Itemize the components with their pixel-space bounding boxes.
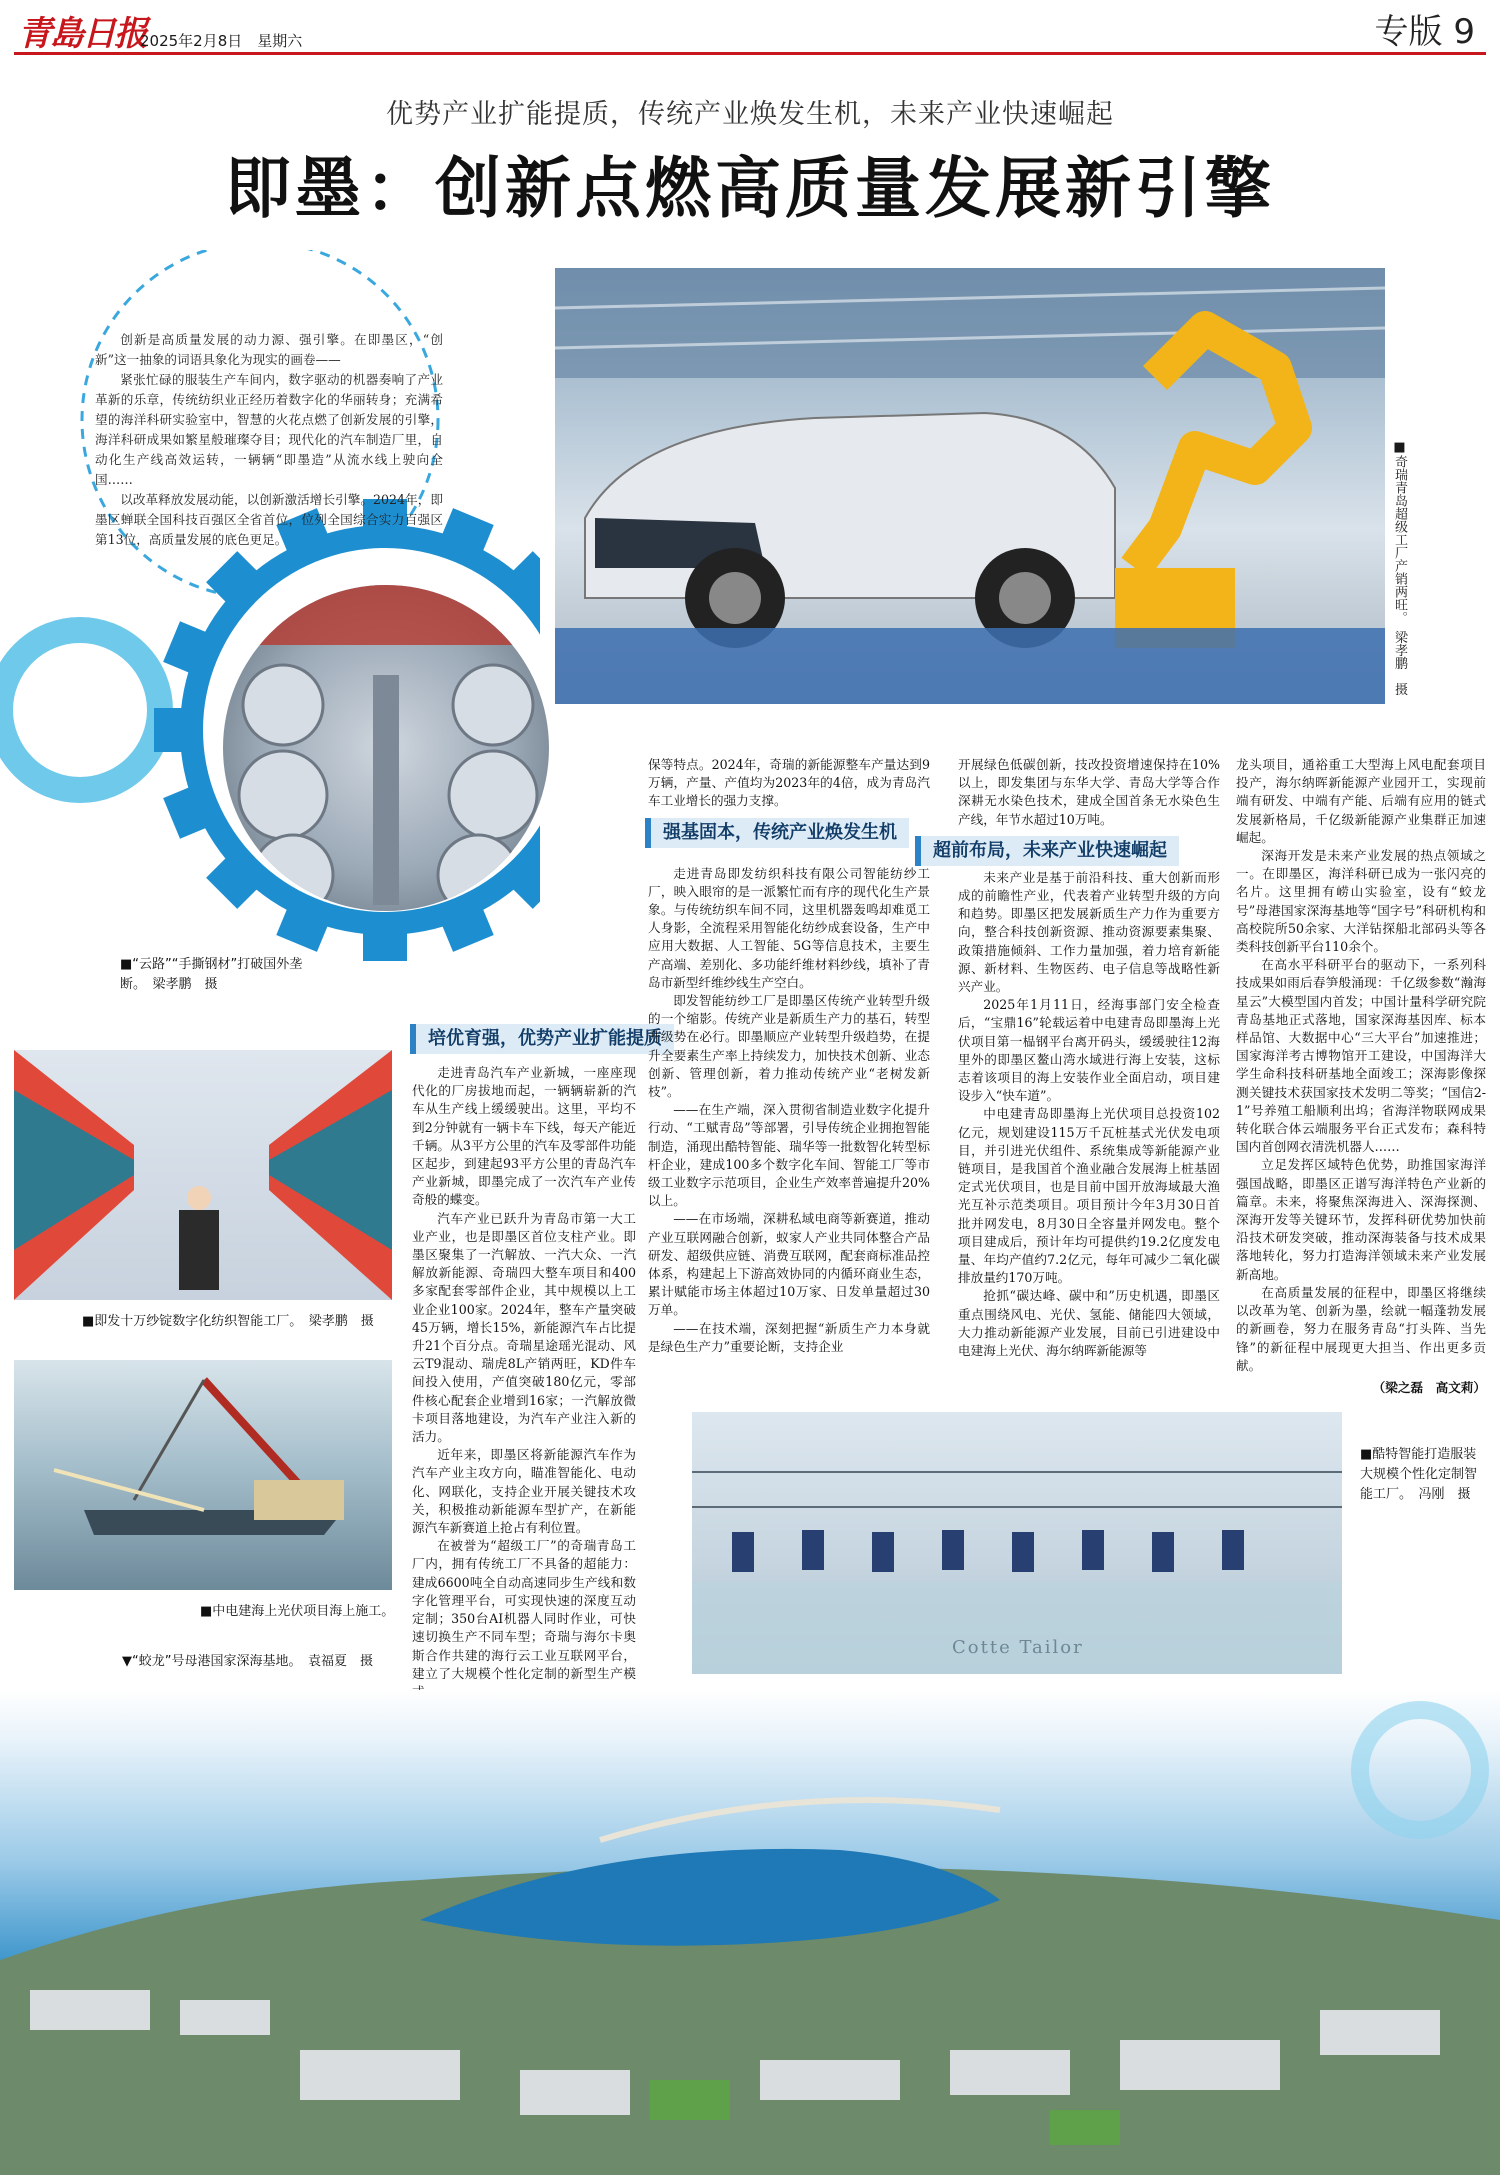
offshore-solar-photo <box>14 1360 392 1590</box>
steel-rolls-photo <box>223 585 549 911</box>
paragraph: ——在技术端，深刻把握“新质生产力本身就是绿色生产力”重要论断，支持企业 <box>648 1320 930 1354</box>
paragraph-continued: 开展绿色低碳创新，技改投资增速保持在10%以上，即发集团与东华大学、青岛大学等合作深耕无水染色技术，建成全国首条无水染色生产线，年节水超过10万吨。 <box>958 757 1220 827</box>
paragraph: 在高质量发展的征程中，即墨区将继续以改革为笔、创新为墨，绘就一幅蓬勃发展的新画卷，努力在服务青岛“打头阵、当先锋”的新征程中展现更大担当、作出更多贡献。 <box>1236 1284 1486 1373</box>
paragraph: 立足发挥区域特色优势，助推国家海洋强国战略，即墨区正谱写海洋特色产业新的篇章。未来，将聚焦深海进入、深海探测、深海开发等关键环节，发挥科研优势加快前沿技术研发突破，推动深海装备与技术成果落地转化，努力打造海洋领域未来产业发展新高地。 <box>1236 1157 1486 1282</box>
paragraph: 深海开发是未来产业发展的热点领域之一。在即墨区，海洋科研已成为一张闪亮的名片。这里拥有崂山实验室，设有“蛟龙号”母港国家深海基地等“国字号”科研机构和高校院所50余家、大洋钻探船北部码头等各类科技创新平台110余个。 <box>1236 848 1486 955</box>
car-factory-photo <box>555 268 1385 704</box>
paragraph: 在高水平科研平台的驱动下，一系列科技成果如雨后春笋般涌现：千亿级参数“瀚海星云”大模型国内首发；中国计量科学研究院青岛基地正式落地，国家深海基因库、标本样品馆、大数据中心“三大平台”加速推进；国家海洋考古博物馆开工建设，中国海洋大学生命科技科研基地全面竣工；深海影像探测关键技术获国家技术发明二等奖；“国信2-1”号养殖工船顺利出坞；省海洋物联网成果转化联合体云端服务平台正式发布；森科特国内首创网衣清洗机器人…… <box>1236 957 1486 1155</box>
section-heading-3: 超前布局，未来产业快速崛起 <box>915 836 1179 866</box>
section-heading-1: 培优育强，优势产业扩能提质 <box>410 1024 674 1054</box>
car-photo-caption: ■奇瑞青岛超级工厂产销两旺。 梁孝鹏 摄 <box>1392 440 1407 696</box>
intro-paragraph: 以改革释放发展动能，以创新激活增长引擎。2024年，即墨区蝉联全国科技百强区全省首位，位列全国综合实力百强区第13位，高质量发展的底色更足。 <box>95 492 443 547</box>
gear-tooth <box>363 921 407 961</box>
garment-photo-caption: ■酷特智能打造服装大规模个性化定制智能工厂。 冯刚 摄 <box>1360 1447 1478 1502</box>
page-title: 即墨：创新点燃高质量发展新引擎 <box>225 150 1275 227</box>
spindle-photo-caption: ■即发十万纱锭数字化纺织智能工厂。 梁孝鹏 摄 <box>82 1314 374 1329</box>
solar-photo-caption: ■中电建海上光伏项目海上施工。 <box>200 1604 395 1619</box>
paragraph: 走进青岛汽车产业新城，一座座现代化的厂房拔地而起，一辆辆崭新的汽车从生产线上缓缓驶出。这里，平均不到2分钟就有一辆卡车下线，每天产能近千辆。从3平方公里的汽车及零部件功能区起步，到建起93平方公里的青岛汽车产业新城，即墨完成了一次汽车产业传奇般的蝶变。 <box>412 1065 636 1208</box>
paragraph: 近年来，即墨区将新能源汽车作为汽车产业主攻方向，瞄准智能化、电动化、网联化，支持企业开展关键技术攻关，积极推动新能源车型扩产，在新能源汽车新赛道上抢占有利位置。 <box>412 1447 636 1536</box>
byline: （梁之磊 高文莉） <box>1372 1379 1486 1395</box>
masthead <box>0 0 1500 62</box>
paragraph: 走进青岛即发纺织科技有限公司智能纺纱工厂，映入眼帘的是一派繁忙而有序的现代化生产景象。与传统纺织车间不同，这里机器轰鸣却难觅工人身影，全流程采用智能化纺纱成套设备，生产中应用大数据、人工智能、5G等信息技术，主要生产高端、差别化、多功能纤维材料纱线，填补了青岛市新型纤维纱线生产空白。 <box>648 865 930 990</box>
article-column-4 <box>1236 756 1486 1397</box>
masthead-rule <box>14 52 1486 55</box>
paragraph: 汽车产业已跃升为青岛市第一大工业产业，也是即墨区首位支柱产业。即墨区聚集了一汽解放、一汽大众、一汽解放新能源、奇瑞四大整车项目和400多家配套零部件企业，其中规模以上工业企业100家。2024年，整车产量突破45万辆，增长15%，新能源汽车占比提升21个百分点。奇瑞星途瑶光混动、风云T9混动、瑞虎8L产销两旺，KD件车间投入使用，产值突破180亿元，零部件核心配套企业增到16家；一汽解放微卡项目落地建设，为汽车产业注入新的活力。 <box>412 1210 636 1445</box>
garment-factory-photo <box>692 1412 1342 1674</box>
paragraph: 在被誉为“超级工厂”的奇瑞青岛工厂内，拥有传统工厂不具备的超能力：建成6600吨全自动高速同步生产线和数字化管理平台，可实现快速的深度互动定制；350台AI机器人同时作业，可快速切换生产不同车型；奇瑞与海尔卡奥斯合作共建的海行云工业互联网平台，建立了大规模个性化定制的新型生产模 <box>412 1538 636 1681</box>
section-label: 专版 9 <box>1374 12 1475 52</box>
spinning-factory-photo <box>14 1050 392 1300</box>
paragraph: 2025年1月11日，经海事部门安全检查后，“宝鼎16”轮载运着中电建青岛即墨海上光伏项目第一榀钢平台离开码头，缓缓驶往12海里外的即墨区鳌山湾水域进行海上安装，这标志着该项目的海上安装作业全面启动，项目建设步入“快车道”。 <box>958 997 1220 1104</box>
article-column-2 <box>648 756 930 1356</box>
paragraph: ——在市场端，深耕私域电商等新赛道，推动产业互联网融合创新，蚁家人产业共同体整合产品研发、超级供应链、消费互联网，配套商标准品控体系，构建起上下游高效协同的内循环商业生态，累计赋能市场主体超过10万家、日发单量超过30万单。 <box>648 1211 930 1318</box>
coastal-aerial-photo <box>0 1690 1500 2175</box>
paragraph: 未来产业是基于前沿科技、重大创新而形成的前瞻性产业，代表着产业转型升级的方向和趋势。即墨区把发展新质生产力作为重要方向，整合科技创新资源、推动资源要素集聚、政策措施倾斜、工作力量加强，着力培育新能源、新材料、生物医药、电子信息等战略性新兴产业。 <box>958 869 1220 995</box>
article-column-3 <box>958 756 1220 1360</box>
section-heading-2: 强基固本，传统产业焕发生机 <box>645 818 909 848</box>
store-sign: Cotte Tailor <box>952 1637 1084 1658</box>
issue-date: 2025年2月8日 星期六 <box>140 32 303 50</box>
newspaper-logo: 青島日报 <box>18 14 146 54</box>
small-gear-icon <box>0 630 160 790</box>
intro-paragraph: 创新是高质量发展的动力源、强引擎。在即墨区，“创新”这一抽象的词语具象化为现实的画卷—— <box>95 332 443 367</box>
article-column-1 <box>412 1064 636 1774</box>
gear-icon <box>1360 1710 1480 1830</box>
subtitle: 优势产业扩能提质，传统产业焕发生机，未来产业快速崛起 <box>386 99 1114 130</box>
steel-photo-caption: ■“云路”“手撕钢材”打破国外垄断。 梁孝鹏 摄 <box>120 957 303 992</box>
paragraph: 抢抓“碳达峰、碳中和”历史机遇，即墨区重点围绕风电、光伏、氢能、储能四大领域，大力推动新能源产业发展，目前已引进建设中电建海上光伏、海尔纳晖新能源等 <box>958 1288 1220 1359</box>
intro-paragraph: 紧张忙碌的服装生产车间内，数字驱动的机器奏响了产业革新的乐章，传统纺织业正经历着数字化的华丽转身；充满希望的海洋科研实验室中，智慧的火花点燃了创新发展的引擎，海洋科研成果如繁星般璀璨夺目；现代化的汽车制造厂里，自动化生产线高效运转，一辆辆“即墨造”从流水线上驶向全国…… <box>95 372 443 487</box>
deep-sea-base-caption: ▼“蛟龙”号母港国家深海基地。 袁福夏 摄 <box>122 1654 373 1669</box>
intro-text <box>95 330 443 550</box>
paragraph-continued: 保等特点。2024年，奇瑞的新能源整车产量达到9万辆，产量、产值均为2023年的4倍，成为青岛汽车工业增长的强力支撑。 <box>648 757 930 809</box>
gear-tooth <box>154 708 194 752</box>
paragraph: ——在生产端，深入贯彻省制造业数字化提升行动、“工赋青岛”等部署，引导传统企业拥抱智能制造，涌现出酷特智能、瑞华等一批数智化转型标杆企业，建成100多个数字化车间、智能工厂等市级工业数字示范项目，企业生产效率普遍提升20%以上。 <box>648 1102 930 1209</box>
paragraph: 即发智能纺纱工厂是即墨区传统产业转型升级的一个缩影。传统产业是新质生产力的基石，转型升级势在必行。即墨顺应产业转型升级趋势，在提升全要素生产率上持续发力，加快技术创新、业态创新、管理创新，着力推动传统产业“老树发新枝”。 <box>648 993 930 1100</box>
paragraph: 中电建青岛即墨海上光伏项目总投资102亿元，规划建设115万千瓦桩基式光伏发电项目，并引进光伏组件、系统集成等新能源产业链项目，是我国首个渔业融合发展海上桩基固定式光伏项目，也是目前中国开放海域最大渔光互补示范类项目。项目预计今年3月30日首批并网发电，8月30日全容量并网发电。整个项目建成后，预计年均可提供约19.2亿度发电量、年均产值约7.2亿元，每年可减少二氧化碳排放量约170万吨。 <box>958 1106 1220 1286</box>
paragraph: 龙头项目，通裕重工大型海上风电配套项目投产，海尔纳晖新能源产业园开工，实现前端有研发、中端有产能、后端有应用的链式发展新格局，千亿级新能源产业集群正加速崛起。 <box>1236 757 1486 845</box>
